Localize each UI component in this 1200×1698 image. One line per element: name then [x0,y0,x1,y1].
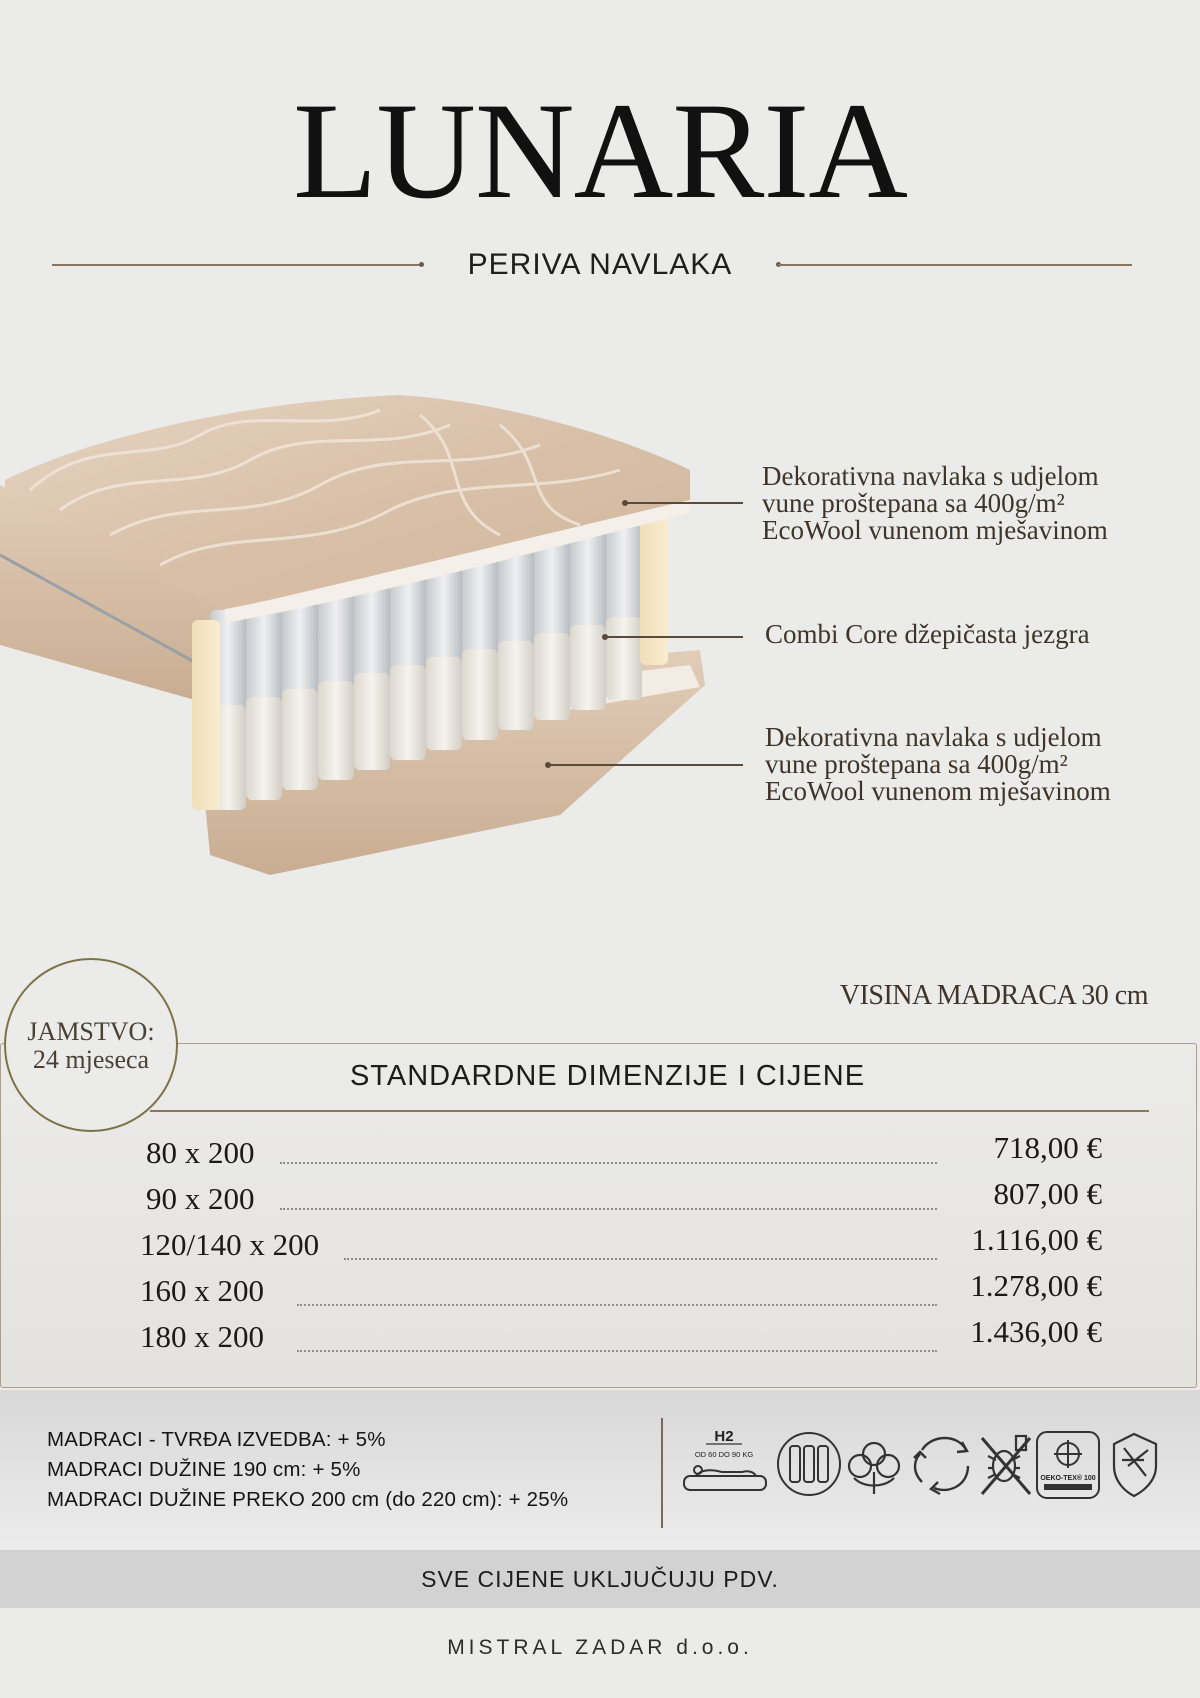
price-row-size: 160 x 200 [140,1273,264,1308]
oeko-label: OEKO-TEX® 100 [1040,1475,1096,1482]
price-row-size: 180 x 200 [140,1319,264,1354]
price-row-leader [297,1304,937,1306]
price-row-size: 80 x 200 [146,1135,255,1170]
callout-top-line-1: Dekorativna navlaka s udjelom [762,461,1099,491]
surcharge-190: MADRACI DUŽINE 190 cm: + 5% [47,1458,361,1481]
price-row-size: 120/140 x 200 [140,1227,320,1262]
price-row [0,1268,1200,1317]
callout-top-line-3: EcoWool vunenom mješavinom [762,515,1108,545]
band-divider [661,1418,663,1528]
cotton-icon [849,1443,899,1494]
surcharge-firm: MADRACI - TVRĐA IZVEDBA: + 5% [47,1428,386,1451]
callout-bottom-line-2: vune proštepana sa 400g/m² [765,749,1068,779]
price-row-size: 90 x 200 [146,1181,255,1216]
callout-top-cover [762,463,1108,544]
certified-shield-icon [1114,1434,1156,1496]
callout-bottom-line-3: EcoWool vunenom mješavinom [765,776,1111,806]
product-subtitle: PERIVA NAVLAKA [467,248,733,281]
price-row-leader [297,1350,937,1352]
price-row-leader [280,1208,937,1210]
price-row-price: 718,00 € [993,1130,1102,1165]
feature-icons [682,1420,1162,1506]
callout-line-bottom [550,764,743,766]
callout-bottom-line-1: Dekorativna navlaka s udjelom [765,722,1102,752]
price-row [0,1176,1200,1225]
company-name: MISTRAL ZADAR d.o.o. [447,1636,753,1659]
price-row-leader [344,1258,937,1260]
price-table-title: STANDARDNE DIMENZIJE I CIJENE [349,1060,866,1092]
price-row [0,1130,1200,1179]
callout-bottom-cover [765,724,1111,805]
price-row-price: 1.436,00 € [970,1314,1102,1349]
callout-top-line-2: vune proštepana sa 400g/m² [762,488,1065,518]
pocket-spring-icon [778,1433,840,1495]
firmness-label: H2 [714,1428,734,1445]
price-row-leader [280,1162,937,1164]
callout-core-line-1: Combi Core džepičasta jezgra [765,619,1090,649]
surcharge-over-200: MADRACI DUŽINE PREKO 200 cm (do 220 cm): + 25% [47,1488,569,1511]
firmness-h2-icon [684,1428,766,1490]
subtitle-rule-left [52,264,422,266]
callout-core [765,621,1090,648]
callout-line-middle [607,636,743,638]
mattress-height-label: VISINA MADRACA 30 cm [839,980,1148,1011]
price-row-price: 1.116,00 € [971,1222,1102,1257]
warranty-label: JAMSTVO: [27,1017,155,1046]
no-mites-icon [982,1436,1030,1494]
mattress-cross-section-image [0,395,720,895]
product-title: LUNARIA [293,74,907,227]
vat-note: SVE CIJENE UKLJUČUJU PDV. [421,1566,779,1592]
oeko-tex-icon [1037,1432,1099,1498]
price-row [0,1314,1200,1363]
callout-line-top [627,502,743,504]
firmness-weight: OD 60 DO 90 KG [694,1450,754,1459]
subtitle-rule-right [778,264,1132,266]
warranty-duration: 24 mjeseca [32,1045,150,1074]
price-row [0,1222,1200,1271]
price-row-price: 1.278,00 € [970,1268,1102,1303]
price-row-price: 807,00 € [993,1176,1102,1211]
price-table-title-rule [150,1110,1149,1112]
recycle-icon [914,1438,968,1494]
warranty-badge [4,958,178,1132]
